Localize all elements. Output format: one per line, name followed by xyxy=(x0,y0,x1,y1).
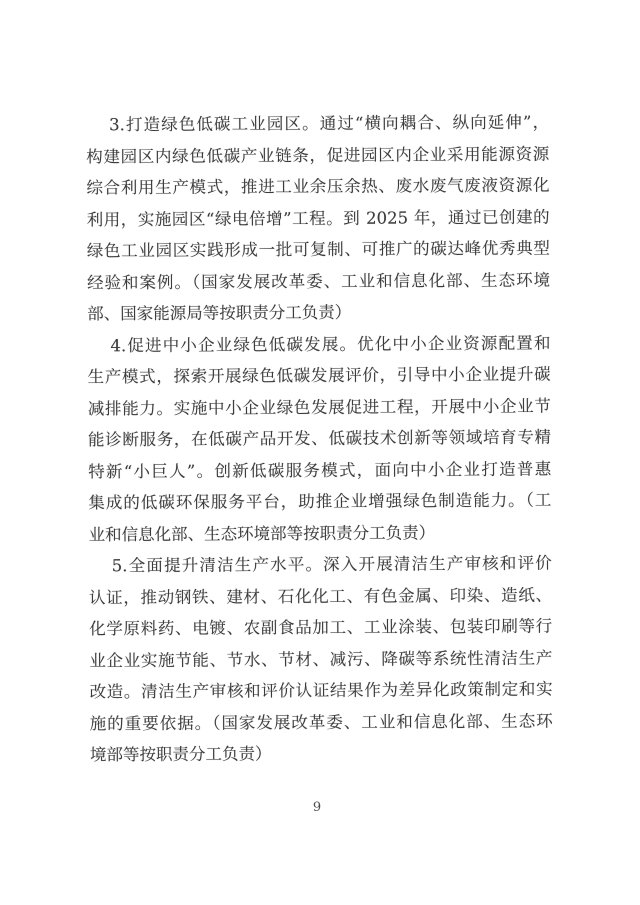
text-line: 境部等按职责分工负责） xyxy=(89,744,272,765)
text-line: 能诊断服务，在低碳产品开发、低碳技术创新等领域培育专精 xyxy=(87,427,552,450)
text-line: 集成的低碳环保服务平台，助推企业增强绿色制造能力。（工 xyxy=(88,490,552,513)
text-line: 业和信息化部、生态环境部等按职责分工负责） xyxy=(88,522,436,544)
text-line: 4.促进中小企业绿色低碳发展。优化中小企业资源配置和 xyxy=(110,333,551,355)
text-line: 3.打造绿色低碳工业园区。通过“横向耦合、纵向延伸”， xyxy=(109,112,550,135)
text-line: 化学原料药、电镀、农副食品加工、工业涂装、包装印刷等行 xyxy=(89,616,553,639)
paragraph xyxy=(89,548,553,771)
text-line: 施的重要依据。（国家发展改革委、工业和信息化部、生态环 xyxy=(89,711,553,733)
text-line: 生产模式，探索开展绿色低碳发展评价，引导中小企业提升碳 xyxy=(87,364,551,387)
text-line: 认证，推动钢铁、建材、石化化工、有色金属、印染、造纸、 xyxy=(88,585,553,607)
text-line: 利用，实施园区“绿电倍增”工程。到 2025 年，通过已创建的 xyxy=(86,207,550,229)
paragraph xyxy=(87,327,551,550)
text-line: 改造。清洁生产审核和评价认证结果作为差异化政策制定和实 xyxy=(89,679,553,702)
document-body-text xyxy=(86,107,553,771)
text-line: 经验和案例。（国家发展改革委、工业和信息化部、生态环境 xyxy=(86,270,551,292)
text-line: 构建园区内绿色低碳产业链条，促进园区内企业采用能源资源 xyxy=(86,144,550,166)
text-line: 业企业实施节能、节水、节材、减污、降碳等系统性清洁生产 xyxy=(89,648,553,670)
text-line: 5.全面提升清洁生产水平。深入开展清洁生产审核和评价 xyxy=(111,553,552,576)
text-line: 绿色工业园区实践形成一批可复制、可推广的碳达峰优秀典型 xyxy=(86,238,550,261)
text-line: 特新“小巨人”。创新低碳服务模式，面向中小企业打造普惠 xyxy=(88,459,552,481)
page-number: 9 xyxy=(312,800,322,815)
text-line: 部、国家能源局等按职责分工负责） xyxy=(87,302,352,324)
text-line: 综合利用生产模式，推进工业余压余热、废水废气废液资源化 xyxy=(86,175,550,198)
text-line: 减排能力。实施中小企业绿色发展促进工程，开展中小企业节 xyxy=(87,396,551,418)
paragraph xyxy=(86,107,550,330)
